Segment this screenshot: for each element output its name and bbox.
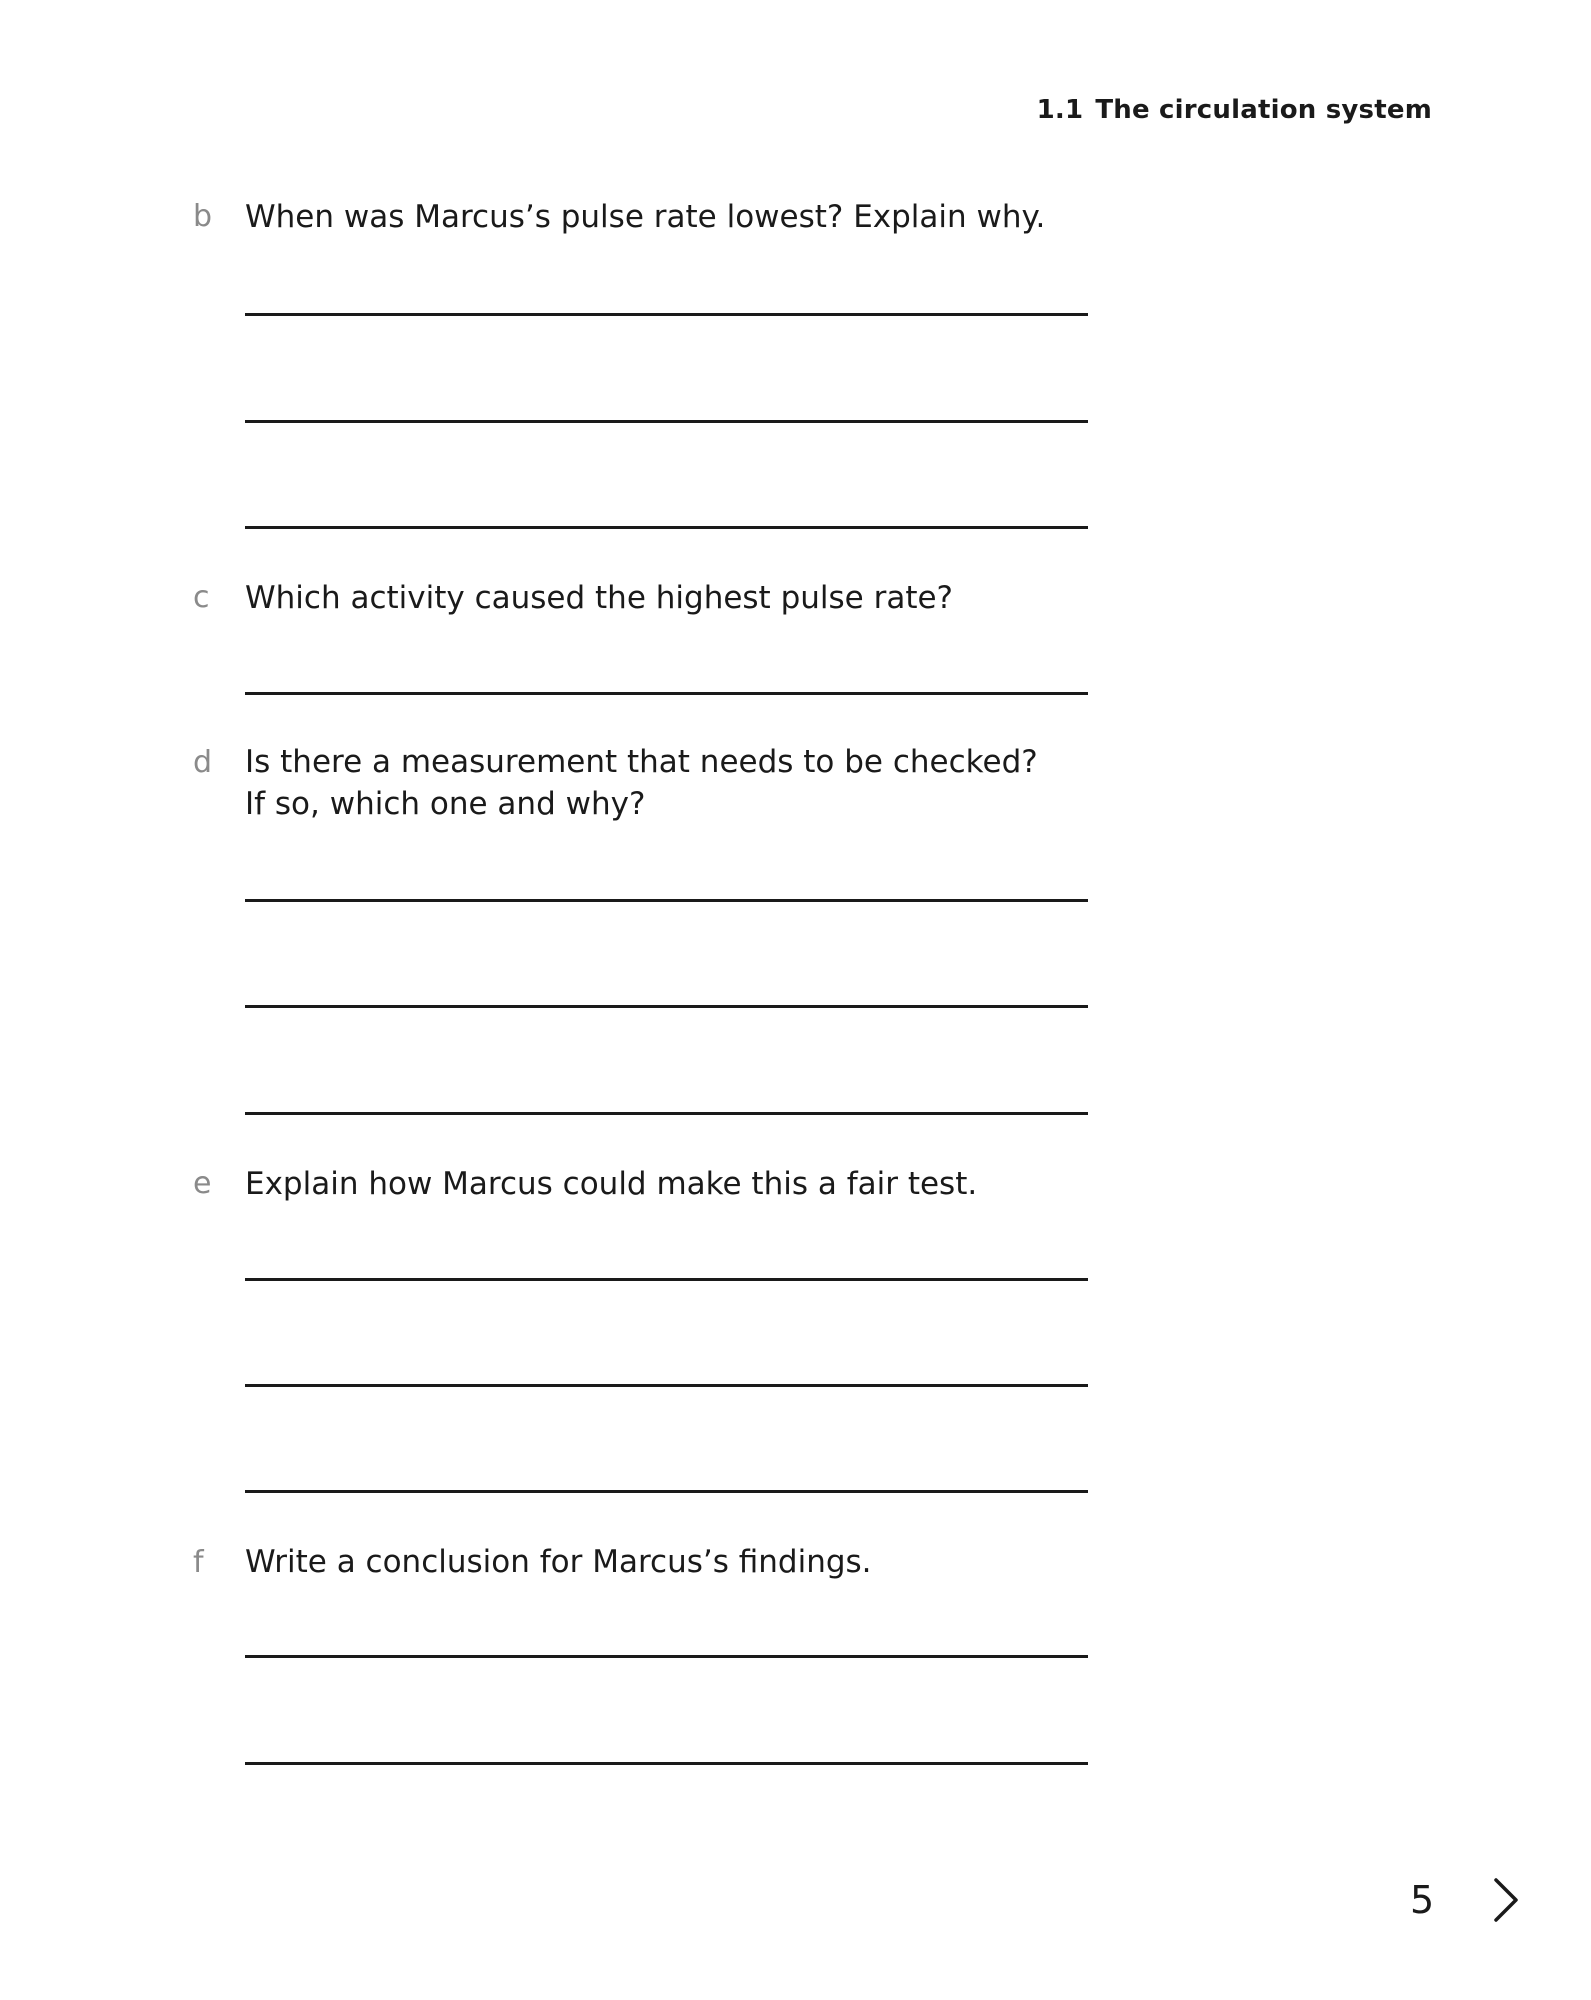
answer-line[interactable]	[245, 1762, 1088, 1765]
answer-line[interactable]	[245, 526, 1088, 529]
answer-line[interactable]	[245, 1490, 1088, 1493]
answer-line[interactable]	[245, 1655, 1088, 1658]
question-text: When was Marcus’s pulse rate lowest? Explain why.	[245, 199, 1046, 235]
answer-line[interactable]	[245, 313, 1088, 316]
question-letter: d	[193, 745, 213, 780]
answer-line[interactable]	[245, 420, 1088, 423]
question-letter: c	[193, 580, 210, 615]
question-text: Which activity caused the highest pulse rate?	[245, 580, 954, 616]
section-title: The circulation system	[1095, 95, 1432, 125]
question-text: Explain how Marcus could make this a fair test.	[245, 1166, 978, 1202]
answer-line[interactable]	[245, 1384, 1088, 1387]
answer-line[interactable]	[245, 1278, 1088, 1281]
question-text-line-1: Is there a measurement that needs to be checked?	[245, 744, 1038, 780]
page-number: 5	[1410, 1878, 1435, 1922]
answer-line[interactable]	[245, 1005, 1088, 1008]
question-text: Write a conclusion for Marcus’s findings.	[245, 1544, 872, 1580]
running-header	[1037, 95, 1432, 125]
answer-line[interactable]	[245, 899, 1088, 902]
section-number: 1.1	[1036, 95, 1084, 125]
answer-line[interactable]	[245, 692, 1088, 695]
chevron-right-icon[interactable]	[1490, 1876, 1522, 1924]
question-letter: b	[193, 199, 213, 234]
question-letter: e	[193, 1166, 212, 1201]
question-letter: f	[193, 1545, 204, 1580]
answer-line[interactable]	[245, 1112, 1088, 1115]
question-text-line-2: If so, which one and why?	[245, 786, 646, 822]
